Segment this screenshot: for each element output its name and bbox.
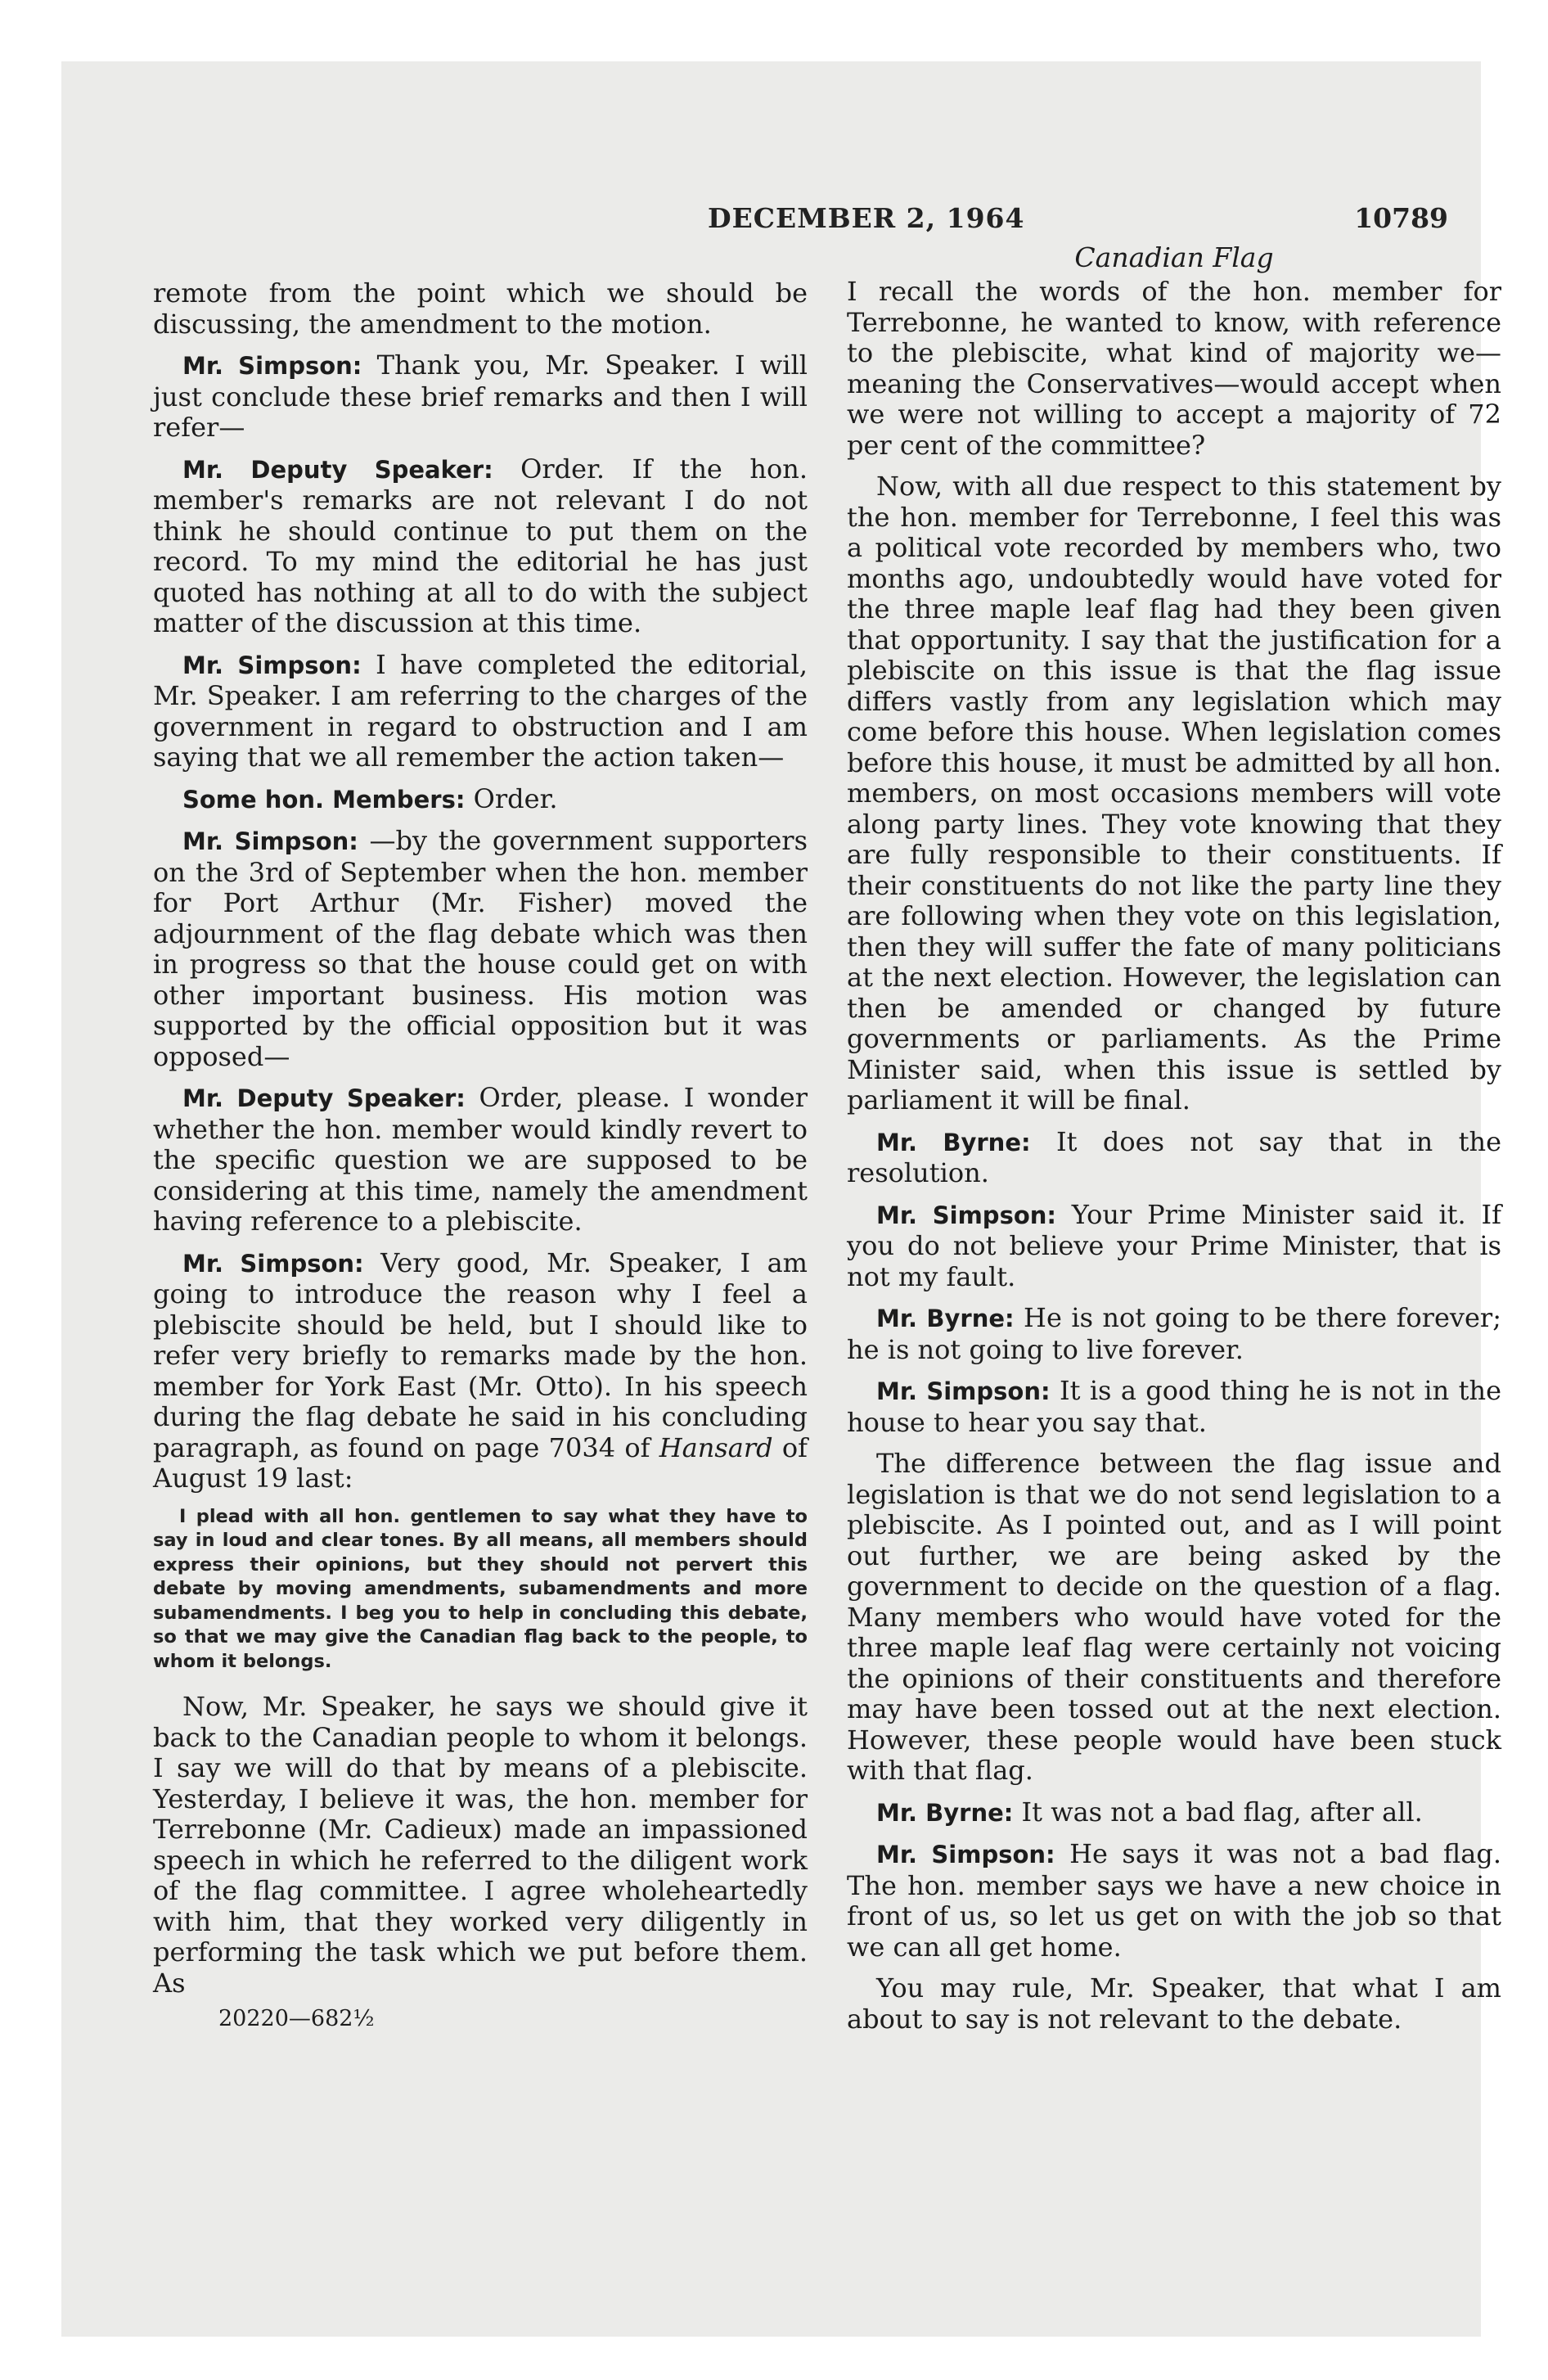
speech-text: He says it was not a bad flag. The hon. member says we have a new choice in front of us, so let us get on with the job so that we can all get home.: [847, 1838, 1502, 1963]
speaker-name: Mr. Deputy Speaker:: [182, 1084, 466, 1112]
paragraph: [847, 1376, 1501, 1438]
speaker-name: Mr. Simpson:: [876, 1841, 1055, 1868]
header-date: DECEMBER 2, 1964: [708, 202, 1025, 234]
paragraph: [847, 1797, 1501, 1829]
speaker-name: Mr. Simpson:: [182, 1249, 364, 1278]
speaker-name: Mr. Byrne:: [876, 1798, 1014, 1827]
speech-text: Order.: [465, 782, 558, 814]
block-quote: I plead with all hon. gentlemen to say what they have to say in loud and clear tones. By all means, all members should express their opinions, but they should not pervert this debate by moving amendments, subamendments and more subamendments. I beg you to help in concluding this debate, so that we may give the Canadian flag back to the people, to whom it belongs.: [153, 1505, 808, 1672]
speaker-name: Mr. Deputy Speaker:: [182, 455, 493, 484]
paragraph: [847, 1200, 1501, 1293]
speech-text: Thank you, Mr. Speaker. I will just conclude these brief remarks and then I will refer—: [153, 349, 808, 443]
paragraph: [153, 1083, 808, 1237]
paragraph: [153, 454, 808, 639]
speech-text: Your Prime Minister said it. If you do not believe your Prime Minister, that is not my fault.: [847, 1198, 1501, 1292]
speaker-name: Mr. Byrne:: [876, 1128, 1031, 1156]
speech-text: It is a good thing he is not in the house to hear you say that.: [847, 1375, 1502, 1438]
speech-text: I have completed the editorial, Mr. Speaker. I am referring to the charges of the government in regard to obstruction and I am saying that we all remember the action taken—: [153, 648, 808, 773]
paragraph: [153, 826, 808, 1072]
paragraph: You may rule, Mr. Speaker, that what I am about to say is not relevant to the debate.: [847, 1972, 1501, 2035]
speaker-name: Mr. Simpson:: [876, 1201, 1056, 1229]
paragraph: I recall the words of the hon. member for Terrebonne, he wanted to know, with reference to the plebiscite, what kind of majority we—meaning the Conservatives—would accept when we were not willing to accept a majority of 72 per cent of the committee?: [847, 276, 1501, 461]
speech-text: It does not say that in the resolution.: [847, 1125, 1502, 1188]
paragraph: Now, Mr. Speaker, he says we should give it back to the Canadian people to whom it belongs. I say we will do that by means of a plebiscite. Yesterday, I believe it was, the hon. member for Terrebonne (Mr. Cadieux) made an impassioned speech in which he referred to the diligent work of the flag committee. I agree wholeheartedly with him, that they worked very diligently in performing the task which we put before them. As: [153, 1691, 808, 1999]
speech-text: —by the government supporters on the 3rd of September when the hon. member for Port Arthur (Mr. Fisher) moved the adjournment of the flag debate which was then in progress so that the house could get on with other important business. His motion was supported by the official opposition but it was opposed—: [153, 825, 808, 1072]
paragraph: The difference between the flag issue and legislation is that we do not send legislation to a plebiscite. As I pointed out, and as I will point out further, we are being asked by the government to decide on the question of a flag. Many members who would have voted for the three maple leaf flag were certainly not voicing the opinions of their constituents and therefore may have been tossed out at the next election. However, these people would have been stuck with that flag.: [847, 1448, 1501, 1786]
paragraph: [153, 350, 808, 444]
speech-text: Very good, Mr. Speaker, I am going to introduce the reason why I feel a plebiscite should be held, but I should like to refer very briefly to remarks made by the hon. member for York East (Mr. Otto). In his speech during the flag debate he said in his concluding paragraph, as found on page 7034 of: [153, 1246, 808, 1463]
speech-text: He is not going to be there forever; he is not going to live forever.: [847, 1302, 1502, 1365]
speech-text: of August 19 last:: [153, 1431, 808, 1494]
speaker-name: Mr. Simpson:: [182, 651, 362, 679]
speaker-name: Mr. Simpson:: [182, 827, 358, 855]
footer-code: 20220—682½: [218, 2006, 375, 2031]
page-sheet: [61, 61, 1502, 2337]
speech-text: It was not a bad flag, after all.: [1013, 1796, 1423, 1828]
right-column: [847, 241, 1501, 2045]
page-header: [61, 202, 1481, 243]
speaker-name: Mr. Simpson:: [876, 1377, 1051, 1405]
italic-citation: Hansard: [659, 1431, 773, 1463]
speech-text: Order, please. I wonder whether the hon. member would kindly revert to the specific question we are supposed to be considering at this time, namely the amendment having reference to a plebiscite.: [153, 1082, 808, 1237]
paragraph: [847, 1127, 1501, 1189]
paragraph: Now, with all due respect to this statement by the hon. member for Terrebonne, I feel this was a political vote recorded by members who, two months ago, undoubtedly would have voted for the three maple leaf flag had they been given that opportunity. I say that the justification for a plebiscite on this issue is that the flag issue differs vastly from any legislation which may come before this house. When legislation comes before this house, it must be admitted by all hon. members, on most occasions members will vote along party lines. They vote knowing that they are fully responsible to their constituents. If their constituents do not like the party line they are following when they vote on this legislation, then they will suffer the fate of many politicians at the next election. However, the legislation can then be amended or changed by future governments or parliaments. As the Prime Minister said, when this issue is settled by parliament it will be final.: [847, 471, 1501, 1116]
speaker-name: Mr. Simpson:: [182, 352, 362, 380]
paragraph: [153, 784, 808, 816]
paragraph: [153, 1248, 808, 1494]
paragraph: remote from the point which we should be discussing, the amendment to the motion.: [153, 277, 808, 340]
paragraph: [847, 1303, 1501, 1365]
left-column: [153, 278, 808, 2031]
paragraph: [847, 1839, 1501, 1963]
speech-text: Order. If the hon. member's remarks are not relevant I do not think he should continue to put them on the record. To my mind the editorial he has just quoted has nothing at all to do with the subject matter of the discussion at this time.: [153, 453, 808, 638]
speaker-name: Some hon. Members:: [182, 785, 466, 814]
speaker-name: Mr. Byrne:: [876, 1305, 1015, 1332]
paragraph: [153, 650, 808, 773]
section-title: Canadian Flag: [1074, 241, 1274, 273]
header-page-number: 10789: [1354, 202, 1448, 234]
